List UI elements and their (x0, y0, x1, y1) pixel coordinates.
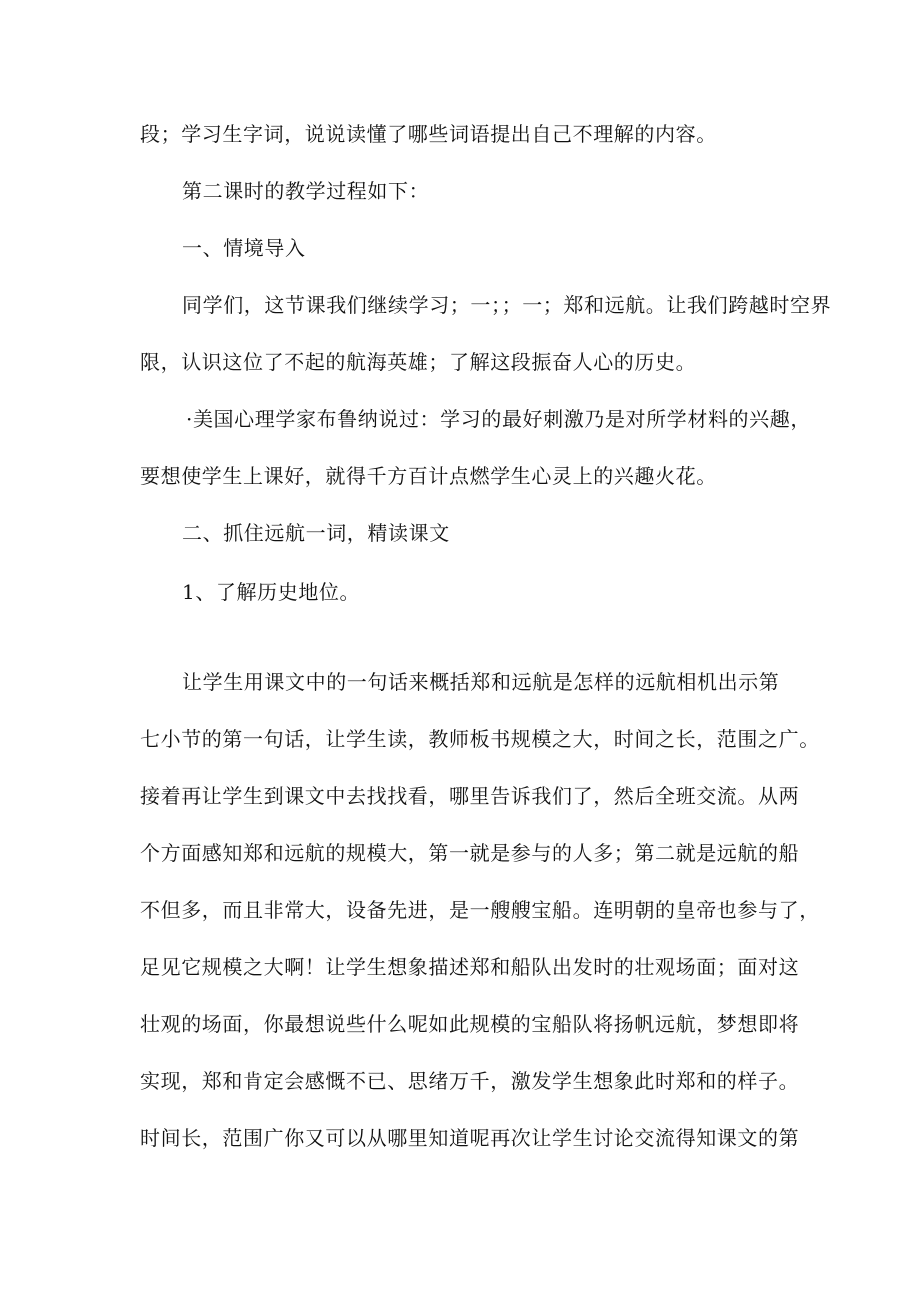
quote-line: ·美国心理学家布鲁纳说过：学习的最好刺激乃是对所学材料的兴趣， (186, 407, 811, 431)
paragraph-line: 让学生用课文中的一句话来概括郑和远航是怎样的远航相机出示第 (182, 670, 780, 694)
section-heading-2: 二、抓住远航一词，精读课文 (182, 521, 450, 545)
paragraph-line: 不但多，而且非常大，设备先进，是一艘艘宝船。连明朝的皇帝也参与了， (140, 898, 820, 922)
paragraph-line: 壮观的场面，你最想说些什么呢如此规模的宝船队将扬帆远航，梦想即将 (140, 1012, 800, 1036)
paragraph-line: 同学们，这节课我们继续学习；一；；一；郑和远航。让我们跨越时空界 (182, 293, 832, 317)
paragraph-line: 足见它规模之大啊！让学生想象描述郑和船队出发时的壮观场面；面对这 (140, 955, 800, 979)
paragraph-line: 七小节的第一句话，让学生读，教师板书规模之大，时间之长，范围之广。 (140, 727, 820, 751)
paragraph-line: 实现，郑和肯定会感慨不已、思绪万千，激发学生想象此时郑和的样子。 (140, 1069, 800, 1093)
paragraph-line: 时间长，范围广你又可以从哪里知道呢再次让学生讨论交流得知课文的第 (140, 1126, 800, 1150)
quote-line: 要想使学生上课好，就得千方百计点燃学生心灵上的兴趣火花。 (140, 464, 717, 488)
lesson-heading: 第二课时的教学过程如下： (182, 179, 430, 203)
paragraph-line: 段；学习生字词，说说读懂了哪些词语提出自己不理解的内容。 (140, 122, 717, 146)
subsection-heading: 1、了解历史地位。 (182, 580, 361, 604)
section-heading-1: 一、情境导入 (182, 236, 306, 260)
paragraph-line: 接着再让学生到课文中去找找看，哪里告诉我们了，然后全班交流。从两 (140, 784, 800, 808)
paragraph-line: 限，认识这位了不起的航海英雄；了解这段振奋人心的历史。 (140, 350, 697, 374)
paragraph-line: 个方面感知郑和远航的规模大，第一就是参与的人多；第二就是远航的船 (140, 841, 800, 865)
